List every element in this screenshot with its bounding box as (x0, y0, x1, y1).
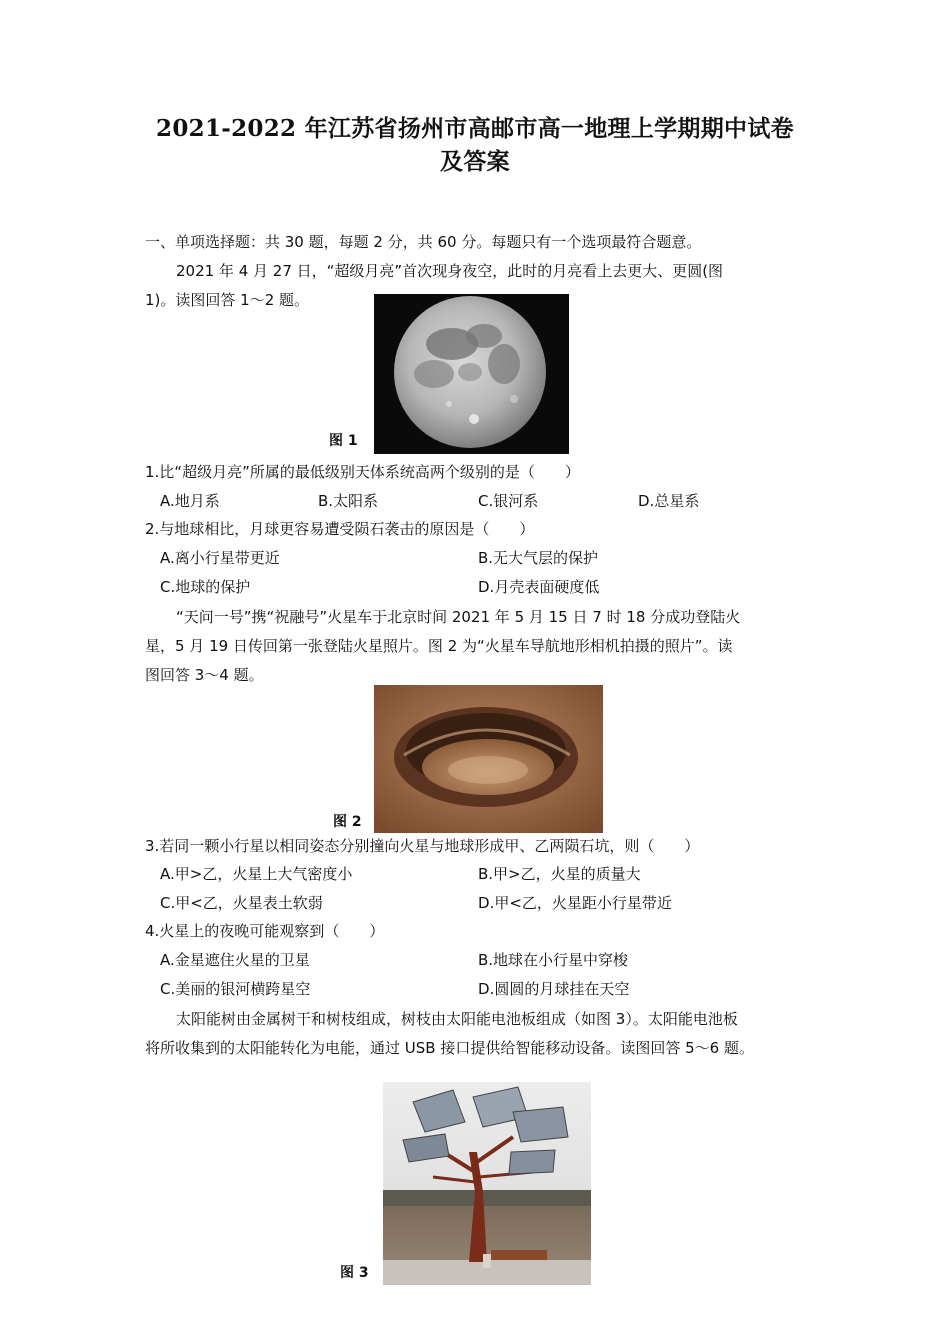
figure-1-caption: 图 1 (329, 433, 358, 449)
question-3-stem: 3.若同一颗小行星以相同姿态分别撞向火星与地球形成甲、乙两陨石坑，则（ ） (145, 837, 700, 855)
question-2-option-b: B.无大气层的保护 (478, 549, 599, 567)
passage3-line1: 太阳能树由金属树干和树枝组成，树枝由太阳能电池板组成（如图 3）。太阳能电池板 (176, 1010, 738, 1028)
passage2-line1: “天问一号”携“祝融号”火星车于北京时间 2021 年 5 月 15 日 7 时 18 分成功登陆火 (176, 608, 741, 626)
title-line-2: 及答案 (440, 148, 510, 175)
question-2-option-d: D.月壳表面硬度低 (478, 578, 600, 596)
figure-2-caption: 图 2 (333, 814, 362, 830)
question-4-option-b: B.地球在小行星中穿梭 (478, 951, 629, 969)
section-heading: 一、单项选择题：共 30 题，每题 2 分，共 60 分。每题只有一个选项最符合题意。 (145, 233, 702, 251)
question-3-option-c: C.甲<乙，火星表土软弱 (160, 894, 323, 912)
question-3-option-a: A.甲>乙，火星上大气密度小 (160, 865, 353, 883)
question-4-stem: 4.火星上的夜晚可能观察到（ ） (145, 922, 385, 940)
figure-2-crater-image (374, 685, 603, 833)
question-3-option-b: B.甲>乙，火星的质量大 (478, 865, 641, 883)
question-1-option-d: D.总星系 (638, 492, 700, 510)
document-title (120, 112, 830, 178)
question-4-option-d: D.圆圆的月球挂在天空 (478, 980, 630, 998)
question-2-stem: 2.与地球相比，月球更容易遭受陨石袭击的原因是（ ） (145, 520, 535, 538)
passage1-line1: 2021 年 4 月 27 日，“超级月亮”首次现身夜空，此时的月亮看上去更大、更圆(图 (176, 262, 724, 280)
question-4-option-a: A.金星遮住火星的卫星 (160, 951, 310, 969)
figure-1-moon-image (374, 294, 569, 454)
figure-3-solar-tree-image (383, 1082, 591, 1285)
question-1-option-b: B.太阳系 (318, 492, 379, 510)
question-1-stem: 1.比“超级月亮”所属的最低级别天体系统高两个级别的是（ ） (145, 463, 580, 481)
question-1-option-c: C.银河系 (478, 492, 539, 510)
passage3-line2: 将所收集到的太阳能转化为电能，通过 USB 接口提供给智能移动设备。读图回答 5～6 题。 (145, 1039, 754, 1057)
passage2-line3: 图回答 3～4 题。 (145, 666, 264, 684)
passage1-line2: 1)。读图回答 1～2 题。 (145, 291, 310, 309)
question-2-option-c: C.地球的保护 (160, 578, 251, 596)
title-line-1: 2021-2022 年江苏省扬州市高邮市高一地理上学期期中试卷 (156, 115, 794, 142)
question-2-option-a: A.离小行星带更近 (160, 549, 280, 567)
figure-3-caption: 图 3 (340, 1265, 369, 1281)
question-1-option-a: A.地月系 (160, 492, 220, 510)
question-4-option-c: C.美丽的银河横跨星空 (160, 980, 311, 998)
passage2-line2: 星，5 月 19 日传回第一张登陆火星照片。图 2 为“火星车导航地形相机拍摄的照片”。读 (145, 637, 733, 655)
question-3-option-d: D.甲<乙，火星距小行星带近 (478, 894, 672, 912)
